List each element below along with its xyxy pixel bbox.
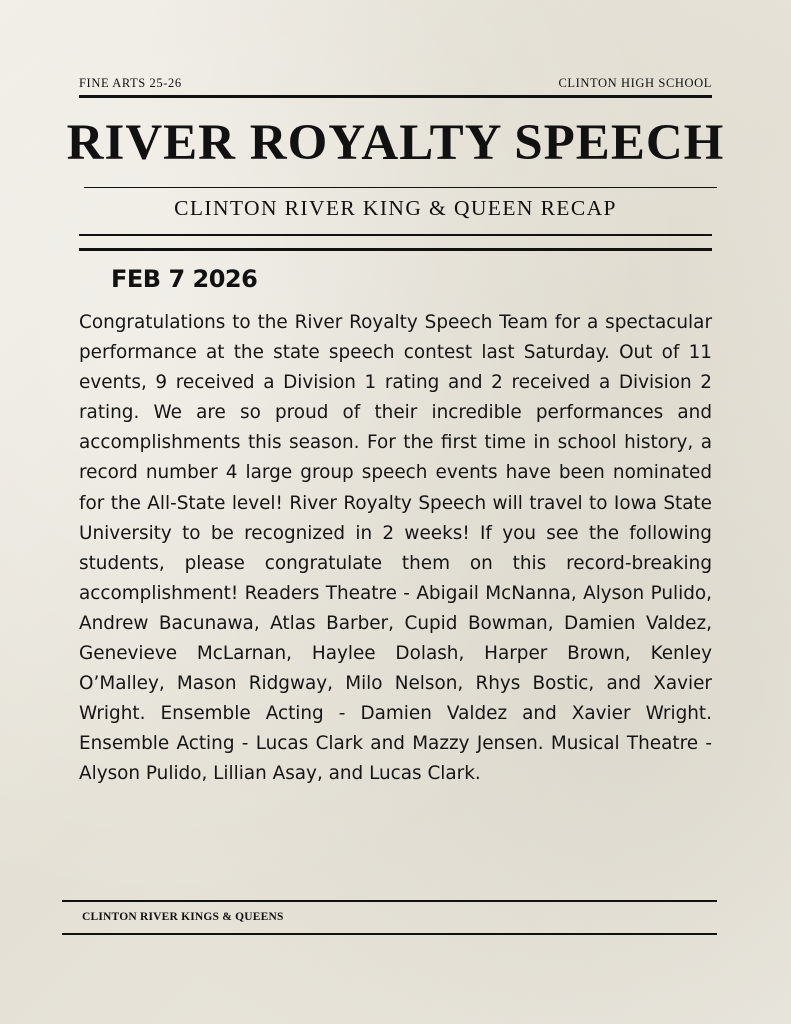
header-rule [79, 95, 712, 98]
header-line [79, 76, 712, 91]
title-divider [84, 187, 717, 188]
footer-rule-top [62, 900, 717, 902]
footer-rule-bottom [62, 933, 717, 935]
page-title: RIVER ROYALTY SPEECH [66, 115, 725, 171]
subtitle-rule-thin [79, 234, 712, 236]
footer-text: CLINTON RIVER KINGS & QUEENS [82, 911, 284, 923]
article-body: Congratulations to the River Royalty Speech Team for a spectacular performance at the state speech contest last Saturday. Out of 11 events, 9 received a Division 1 rating and 2 received a Division 2 rating. We are so proud of their incredible performances and accomplishments this season. For the first time in school history, a record number 4 large group speech events have been nominated for the All-State level! River Royalty Speech will travel to Iowa State University to be recognized in 2 weeks! If you see the following students, please congratulate them on this record-breaking accomplishment! Readers Theatre - Abigail McNanna, Alyson Pulido, Andrew Bacunawa, Atlas Barber, Cupid Bowman, Damien Valdez, Genevieve McLarnan, Haylee Dolash, Harper Brown, Kenley O’Malley, Mason Ridgway, Milo Nelson, Rhys Bostic, and Xavier Wright. Ensemble Acting - Damien Valdez and Xavier Wright. Ensemble Acting - Lucas Clark and Mazzy Jensen. Musical Theatre - Alyson Pulido, Lillian Asay, and Lucas Clark. [79, 312, 712, 785]
page-subtitle: CLINTON RIVER KING & QUEEN RECAP [174, 196, 617, 220]
header-left: FINE ARTS 25-26 [79, 76, 182, 90]
subtitle-rule-thick [79, 248, 712, 251]
header-right: CLINTON HIGH SCHOOL [558, 76, 712, 90]
article-date: FEB 7 2026 [111, 265, 258, 293]
